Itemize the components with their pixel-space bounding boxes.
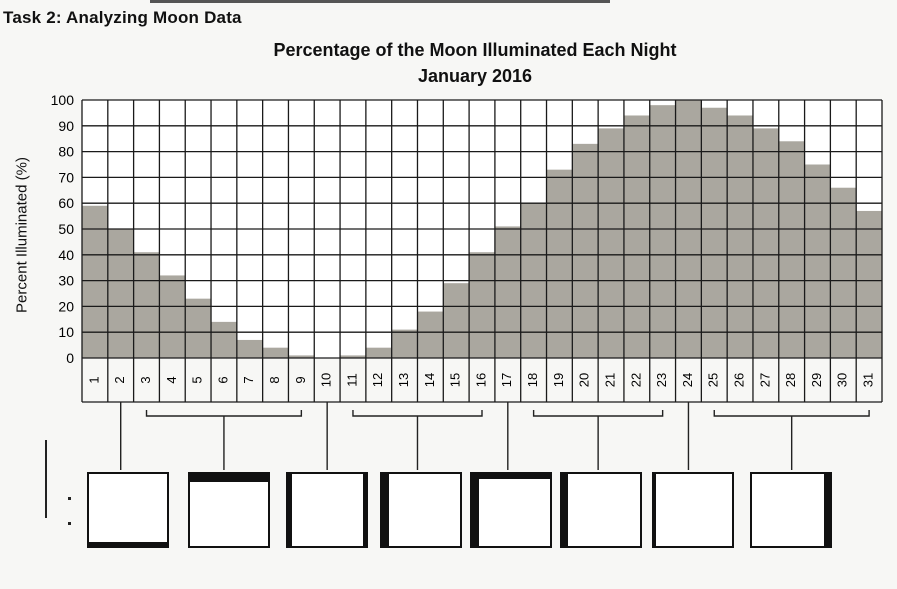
x-tick-label: 9 bbox=[292, 376, 308, 384]
moon-phase-answer-box-6[interactable] bbox=[560, 472, 642, 548]
chart-subtitle: January 2016 bbox=[417, 66, 533, 86]
x-tick-label: 5 bbox=[189, 376, 205, 384]
y-tick-label: 70 bbox=[58, 169, 74, 186]
bar bbox=[856, 211, 882, 358]
y-tick-label: 20 bbox=[58, 298, 74, 315]
bar bbox=[598, 128, 624, 358]
x-tick-label: 10 bbox=[318, 372, 334, 388]
bar bbox=[650, 105, 676, 358]
y-axis-label: Percent Illuminated (%) bbox=[13, 157, 31, 313]
bar bbox=[237, 340, 263, 358]
x-tick-label: 26 bbox=[731, 372, 747, 388]
x-tick-label: 3 bbox=[137, 376, 153, 384]
x-tick-label: 7 bbox=[241, 376, 257, 384]
bar bbox=[572, 144, 598, 358]
margin-dot bbox=[68, 497, 71, 500]
moon-phase-answer-box-8[interactable] bbox=[750, 472, 832, 548]
x-tick-label: 29 bbox=[808, 372, 824, 388]
bar bbox=[701, 108, 727, 358]
range-bracket bbox=[353, 410, 482, 416]
moon-phase-answer-box-4[interactable] bbox=[380, 472, 462, 548]
bar bbox=[159, 275, 185, 358]
x-tick-label: 18 bbox=[525, 372, 541, 388]
margin-dot bbox=[68, 522, 71, 525]
x-tick-label: 21 bbox=[602, 372, 618, 388]
x-tick-label: 4 bbox=[163, 376, 179, 384]
bar bbox=[134, 252, 160, 358]
x-tick-label: 1 bbox=[86, 376, 102, 384]
bar bbox=[753, 128, 779, 358]
bar bbox=[779, 141, 805, 358]
x-tick-label: 12 bbox=[370, 372, 386, 388]
moon-phase-answer-box-2[interactable] bbox=[188, 472, 270, 548]
x-tick-label: 17 bbox=[499, 372, 515, 388]
x-tick-label: 27 bbox=[757, 372, 773, 388]
bar bbox=[366, 348, 392, 358]
y-tick-label: 100 bbox=[50, 92, 74, 108]
x-tick-label: 23 bbox=[654, 372, 670, 388]
moon-phase-answer-box-1[interactable] bbox=[87, 472, 169, 548]
x-tick-label: 31 bbox=[860, 372, 876, 388]
range-bracket bbox=[714, 410, 869, 416]
y-tick-label: 40 bbox=[58, 246, 74, 263]
bar bbox=[185, 299, 211, 358]
y-tick-label: 30 bbox=[58, 272, 74, 289]
x-tick-label: 8 bbox=[266, 376, 282, 384]
y-tick-label: 90 bbox=[58, 117, 74, 134]
y-tick-label: 10 bbox=[58, 324, 74, 341]
bar bbox=[469, 252, 495, 358]
bar bbox=[443, 283, 469, 358]
bar bbox=[417, 312, 443, 358]
bar bbox=[547, 170, 573, 358]
y-tick-label: 0 bbox=[66, 350, 74, 366]
bar bbox=[263, 348, 289, 358]
x-tick-label: 6 bbox=[215, 376, 231, 384]
x-tick-label: 30 bbox=[834, 372, 850, 388]
bar bbox=[805, 165, 831, 359]
chart-title: Percentage of the Moon Illuminated Each Night bbox=[273, 40, 677, 60]
x-tick-label: 28 bbox=[783, 372, 799, 388]
x-tick-label: 20 bbox=[576, 372, 592, 388]
x-tick-label: 2 bbox=[112, 376, 128, 384]
x-tick-label: 15 bbox=[447, 372, 463, 388]
y-tick-label: 80 bbox=[58, 143, 74, 160]
margin-line bbox=[45, 440, 47, 518]
x-tick-label: 16 bbox=[473, 372, 489, 388]
x-tick-label: 11 bbox=[344, 373, 360, 387]
y-tick-label: 50 bbox=[58, 221, 74, 237]
bar bbox=[495, 226, 521, 358]
moon-phase-answer-box-3[interactable] bbox=[286, 472, 368, 548]
task-title: Task 2: Analyzing Moon Data bbox=[3, 8, 242, 27]
bar bbox=[211, 322, 237, 358]
x-tick-label: 24 bbox=[679, 372, 695, 388]
bar bbox=[392, 330, 418, 358]
x-tick-label: 14 bbox=[421, 372, 437, 388]
x-tick-label: 25 bbox=[705, 372, 721, 388]
range-bracket bbox=[147, 410, 302, 416]
bar bbox=[108, 229, 134, 358]
x-tick-label: 19 bbox=[550, 372, 566, 388]
x-tick-label: 13 bbox=[396, 372, 412, 388]
moon-phase-answer-box-5[interactable] bbox=[470, 472, 552, 548]
y-tick-label: 60 bbox=[58, 195, 74, 212]
moon-phase-answer-box-7[interactable] bbox=[652, 472, 734, 548]
x-tick-label: 22 bbox=[628, 372, 644, 388]
range-bracket bbox=[534, 410, 663, 416]
